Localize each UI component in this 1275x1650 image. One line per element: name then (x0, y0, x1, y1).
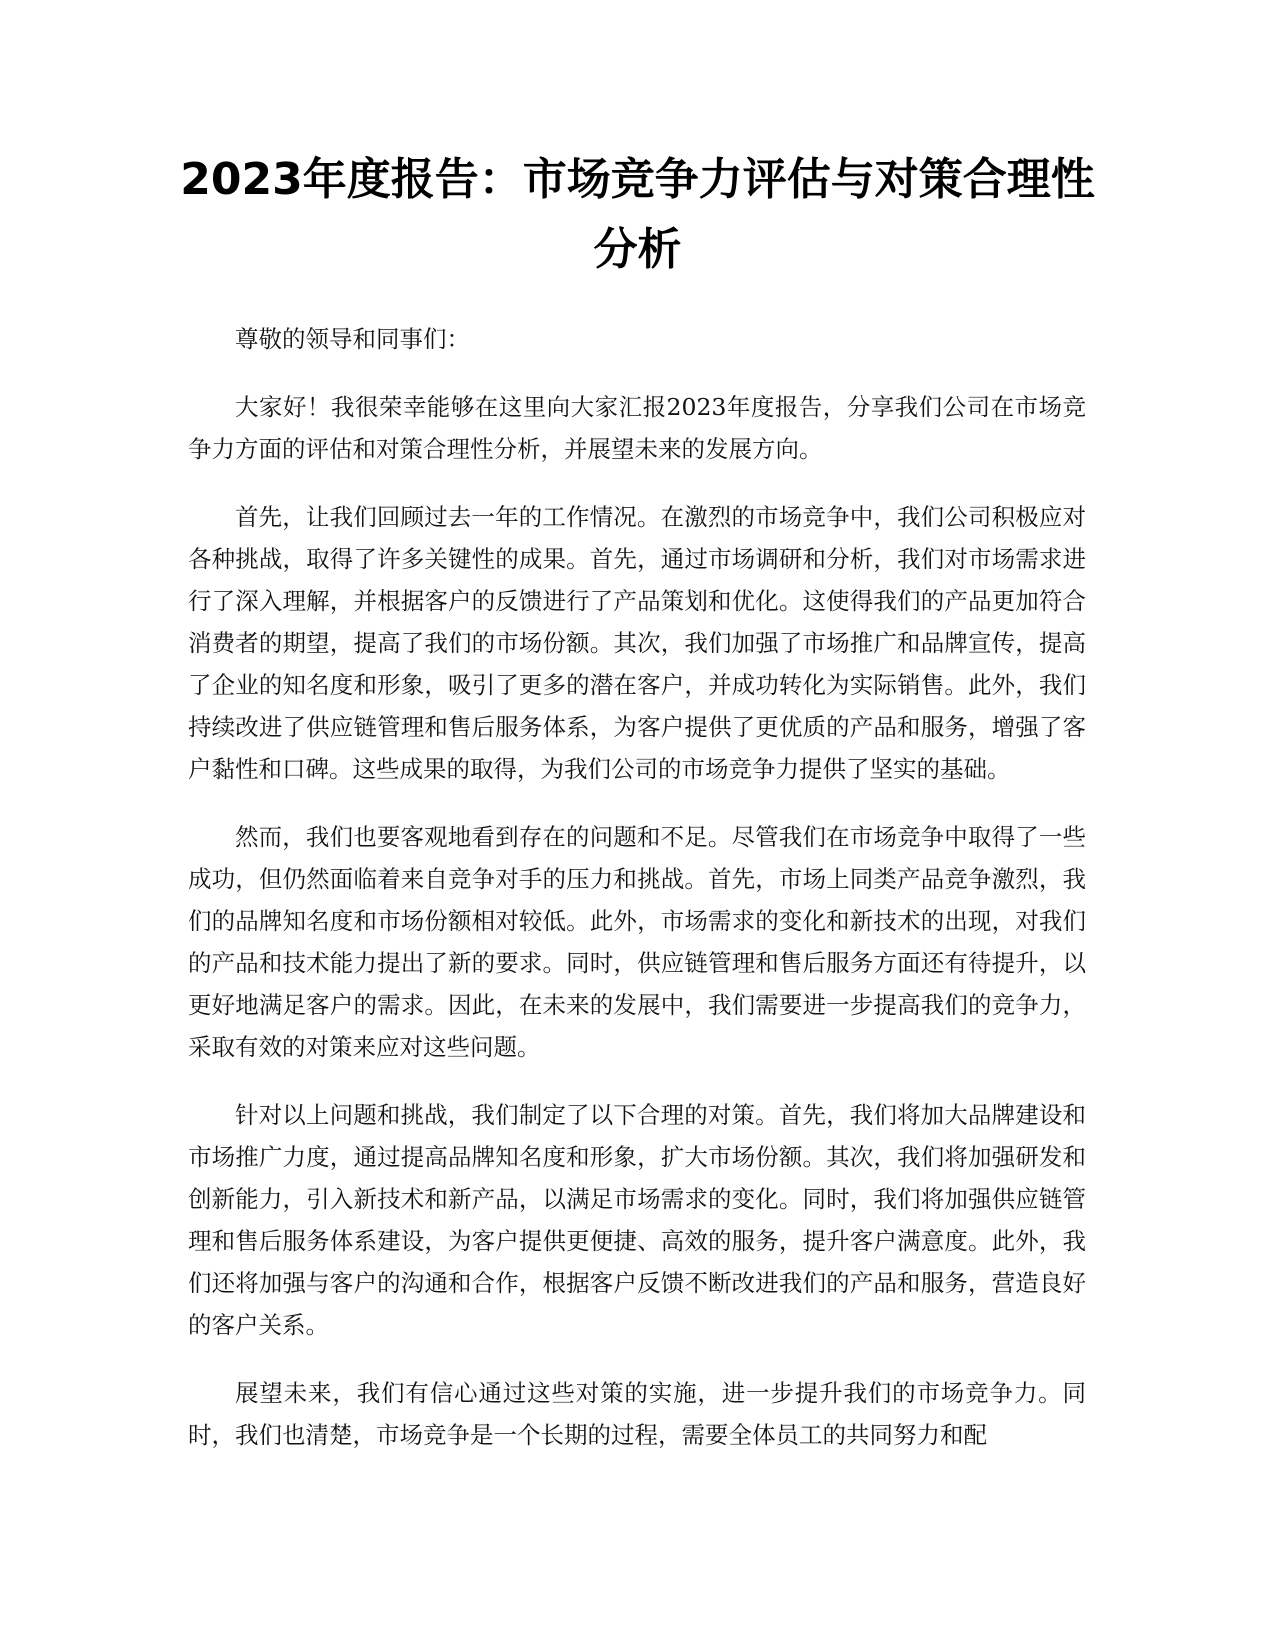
problems-paragraph: 然而，我们也要客观地看到存在的问题和不足。尽管我们在市场竞争中取得了一些成功，但仍然面临着来自竞争对手的压力和挑战。首先，市场上同类产品竞争激烈，我们的品牌知名度和市场份额相对较低。此外，市场需求的变化和新技术的出现，对我们的产品和技术能力提出了新的要求。同时，供应链管理和售后服务方面还有待提升，以更好地满足客户的需求。因此，在未来的发展中，我们需要进一步提高我们的竞争力，采取有效的对策来应对这些问题。 (188, 823, 1086, 1061)
document-body (188, 318, 1086, 1482)
document-title: 2023年度报告：市场竞争力评估与对策合理性分析 (180, 154, 1095, 275)
countermeasures-paragraph: 针对以上问题和挑战，我们制定了以下合理的对策。首先，我们将加大品牌建设和市场推广力度，通过提高品牌知名度和形象，扩大市场份额。其次，我们将加强研发和创新能力，引入新技术和新产品，以满足市场需求的变化。同时，我们将加强供应链管理和售后服务体系建设，为客户提供更便捷、高效的服务，提升客户满意度。此外，我们还将加强与客户的沟通和合作，根据客户反馈不断改进我们的产品和服务，营造良好的客户关系。 (188, 1101, 1086, 1339)
salutation-paragraph: 尊敬的领导和同事们： (235, 325, 470, 353)
review-paragraph: 首先，让我们回顾过去一年的工作情况。在激烈的市场竞争中，我们公司积极应对各种挑战，取得了许多关键性的成果。首先，通过市场调研和分析，我们对市场需求进行了深入理解，并根据客户的反馈进行了产品策划和优化。这使得我们的产品更加符合消费者的期望，提高了我们的市场份额。其次，我们加强了市场推广和品牌宣传，提高了企业的知名度和形象，吸引了更多的潜在客户，并成功转化为实际销售。此外，我们持续改进了供应链管理和售后服务体系，为客户提供了更优质的产品和服务，增强了客户黏性和口碑。这些成果的取得，为我们公司的市场竞争力提供了坚实的基础。 (188, 503, 1086, 783)
intro-paragraph: 大家好！我很荣幸能够在这里向大家汇报2023年度报告，分享我们公司在市场竞争力方面的评估和对策合理性分析，并展望未来的发展方向。 (188, 393, 1086, 463)
outlook-paragraph: 展望未来，我们有信心通过这些对策的实施，进一步提升我们的市场竞争力。同时，我们也清楚，市场竞争是一个长期的过程，需要全体员工的共同努力和配 (188, 1379, 1086, 1449)
